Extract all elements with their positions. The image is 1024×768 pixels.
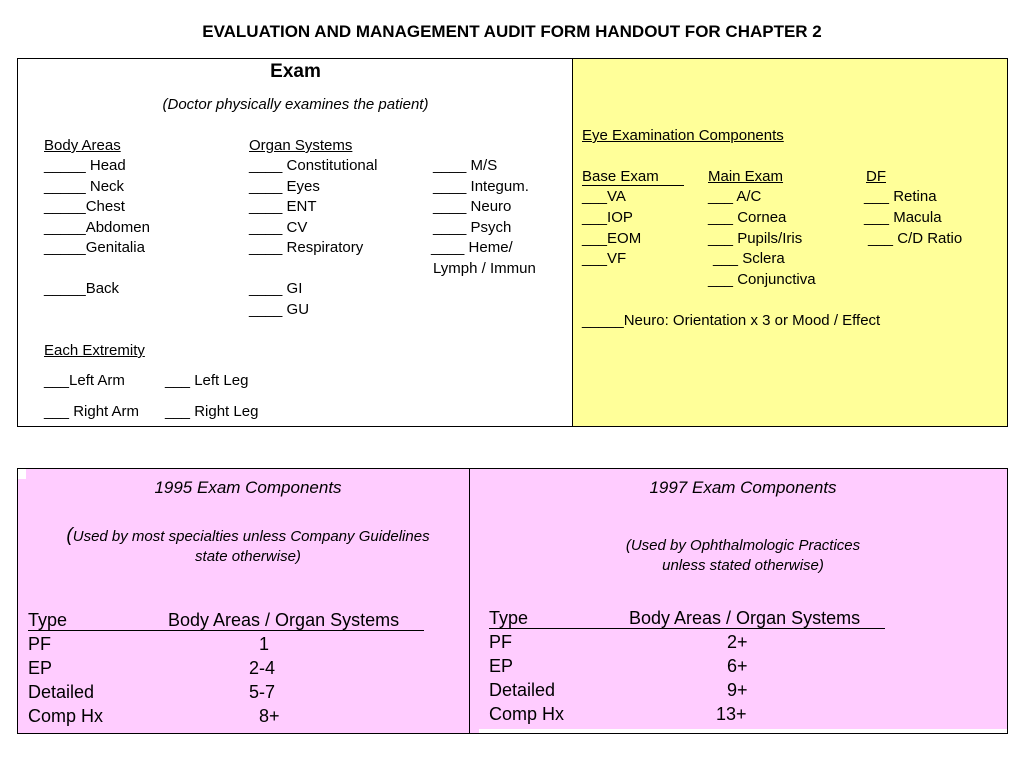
page-title: EVALUATION AND MANAGEMENT AUDIT FORM HANDOUT FOR CHAPTER 2 <box>202 22 822 41</box>
exam-1995-note-line2: state otherwise) <box>195 548 301 565</box>
eye-heading: Eye Examination Components <box>582 127 784 144</box>
organ-system-item: ____ ENT <box>249 198 317 215</box>
areas-header: Body Areas / Organ Systems <box>629 608 861 628</box>
organ-system-item: ____ CV <box>249 219 308 236</box>
type-cell: EP <box>489 656 514 676</box>
exam-1997-note-line2: unless stated otherwise) <box>662 557 824 574</box>
header-underline <box>489 628 885 629</box>
value-cell: 2-4 <box>249 658 276 678</box>
value-cell: 5-7 <box>249 682 276 702</box>
note-paren: ( <box>66 525 73 546</box>
exam-1995-note <box>17 525 479 547</box>
organ-system-item: ____ M/S <box>433 157 498 174</box>
value-cell: 9+ <box>727 680 748 700</box>
organ-system-item: ____ Eyes <box>249 178 320 195</box>
value-cell: 6+ <box>727 656 748 676</box>
extremity-item: ___ Right Arm <box>44 403 140 420</box>
body-area-item: _____Abdomen <box>44 219 150 236</box>
type-cell: PF <box>489 632 513 652</box>
base-exam-item: ___IOP <box>582 209 633 226</box>
exam-1995-title: 1995 Exam Components <box>154 478 342 497</box>
exam-1997-note-line1: (Used by Ophthalmologic Practices <box>625 537 861 554</box>
header-underline <box>28 630 424 631</box>
base-exam-header: Base Exam <box>582 168 684 186</box>
bottom-strip <box>479 729 1007 733</box>
main-exam-item: ___ A/C <box>708 188 762 205</box>
main-exam-item: ___ Pupils/Iris <box>708 230 803 247</box>
organ-system-item: ____ Neuro <box>433 198 512 215</box>
body-area-item: _____ Neck <box>44 178 125 195</box>
neuro-item: _____Neuro: Orientation x 3 or Mood / Effect <box>582 312 881 329</box>
base-exam-item: ___VF <box>582 250 627 267</box>
df-header: DF <box>866 168 886 185</box>
exam-subtitle: (Doctor physically examines the patient) <box>162 96 429 113</box>
organ-systems-header: Organ Systems <box>249 137 353 154</box>
value-cell: 2+ <box>727 632 748 652</box>
organ-system-item: ____ Integum. <box>433 178 529 195</box>
main-exam-item: ___ Sclera <box>713 250 785 267</box>
type-cell: PF <box>28 634 52 654</box>
organ-system-item: ____ Respiratory <box>249 239 364 256</box>
body-areas-header: Body Areas <box>44 137 121 154</box>
main-exam-item: ___ Conjunctiva <box>708 271 816 288</box>
extremity-item: ___ Left Leg <box>165 372 249 389</box>
organ-system-item: ____ Heme/ <box>431 239 513 256</box>
areas-header: Body Areas / Organ Systems <box>168 610 400 630</box>
main-exam-item: ___ Cornea <box>708 209 787 226</box>
df-item: ___ Retina <box>864 188 937 205</box>
body-area-item: _____Back <box>44 280 120 297</box>
value-cell: 1 <box>259 634 270 654</box>
body-area-item: _____Genitalia <box>44 239 145 256</box>
base-exam-item: ___VA <box>582 188 626 205</box>
type-header: Type <box>489 608 529 628</box>
organ-system-item: ____ Psych <box>433 219 512 236</box>
df-item: ___ C/D Ratio <box>868 230 963 247</box>
type-cell: Detailed <box>28 682 95 702</box>
organ-system-item: Lymph / Immun <box>433 260 536 277</box>
extremity-header: Each Extremity <box>44 342 145 359</box>
df-item: ___ Macula <box>864 209 942 226</box>
type-header: Type <box>28 610 68 630</box>
extremity-item: ___Left Arm <box>44 372 125 389</box>
organ-system-item: ____ GI <box>249 280 303 297</box>
body-area-item: _____Chest <box>44 198 125 215</box>
extremity-item: ___ Right Leg <box>165 403 259 420</box>
value-cell: 8+ <box>259 706 280 726</box>
organ-system-item: ____ Constitutional <box>249 157 378 174</box>
body-area-item: _____ Head <box>44 157 126 174</box>
type-cell: Comp Hx <box>489 704 565 724</box>
type-cell: EP <box>28 658 53 678</box>
organ-system-item: ____ GU <box>249 301 310 318</box>
value-cell: 13+ <box>716 704 747 724</box>
base-exam-item: ___EOM <box>582 230 642 247</box>
main-exam-header: Main Exam <box>708 168 784 185</box>
note-line: Used by most specialties unless Company Guidelines <box>72 528 430 545</box>
type-cell: Detailed <box>489 680 556 700</box>
type-cell: Comp Hx <box>28 706 104 726</box>
exam-heading: Exam <box>270 61 321 82</box>
exam-1997-title: 1997 Exam Components <box>649 478 837 497</box>
